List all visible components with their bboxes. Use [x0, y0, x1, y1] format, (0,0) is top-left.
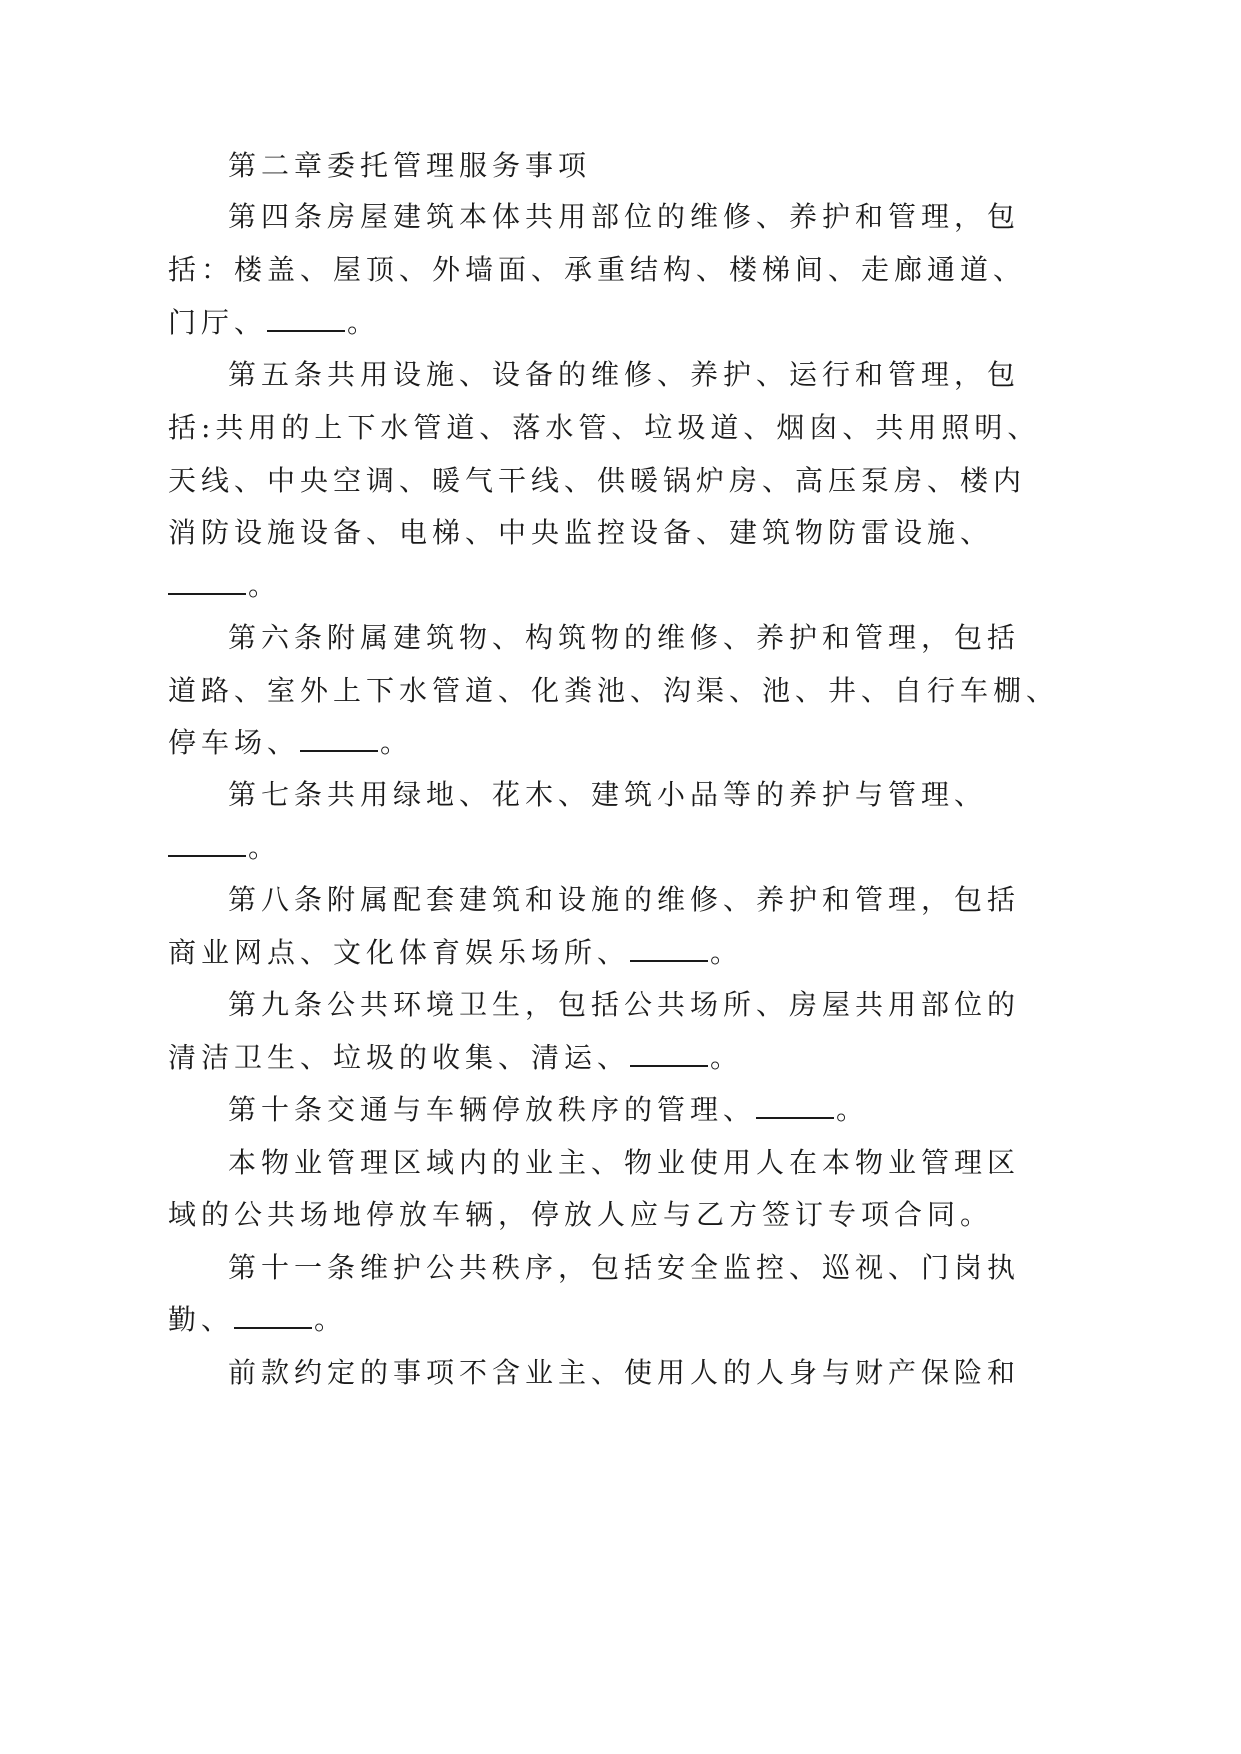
article-9-line-1 [228, 985, 1021, 1025]
article-5-line-1 [228, 355, 1021, 395]
article-8-text-2: 商业网点、文化体育娱乐场所、 [168, 936, 631, 969]
article-10-text-1: 第十条交通与车辆停放秩序的管理、 [228, 1093, 757, 1126]
article-5-text-2: 括:共用的上下水管道、落水管、垃圾道、烟囱、共用照明、 [168, 411, 1041, 444]
article-9-text-1: 第九条公共环境卫生，包括公共场所、房屋共用部位的 [228, 988, 1021, 1021]
article-6-line-1 [228, 618, 1021, 658]
article-5-text-3: 天线、中央空调、暖气干线、供暖锅炉房、高压泵房、楼内 [168, 464, 1027, 497]
period-mark: 。 [314, 1303, 348, 1336]
article-4-text-1: 第四条房屋建筑本体共用部位的维修、养护和管理，包 [228, 200, 1021, 233]
parking-clause-line-2 [168, 1195, 994, 1235]
article-4-line-3 [168, 303, 958, 343]
article-9-line-2 [168, 1038, 958, 1078]
period-mark: 。 [347, 306, 381, 339]
article-10-line-1 [228, 1090, 958, 1130]
article-6-text-2: 道路、室外上下水管道、化粪池、沟渠、池、井、自行车棚、 [168, 674, 1060, 707]
article-4-line-2 [168, 250, 1027, 290]
fill-in-blank [168, 831, 246, 857]
period-mark: 。 [248, 831, 282, 864]
article-8-line-1 [228, 880, 1021, 920]
period-mark: 。 [380, 726, 414, 759]
article-5-line-5 [168, 566, 958, 606]
article-7-line-2 [168, 828, 958, 868]
article-5-line-3 [168, 461, 1027, 501]
article-8-line-2 [168, 933, 958, 973]
article-5-line-4 [168, 513, 994, 553]
article-7-line-1 [228, 775, 988, 815]
article-4-text-3: 门厅、 [168, 306, 268, 339]
article-7-text-1: 第七条共用绿地、花木、建筑小品等的养护与管理、 [228, 778, 988, 811]
fill-in-blank [300, 726, 378, 752]
chapter-heading-text: 第二章委托管理服务事项 [228, 149, 592, 182]
article-5-text-1: 第五条共用设施、设备的维修、养护、运行和管理，包 [228, 358, 1021, 391]
article-11-line-2 [168, 1300, 958, 1340]
fill-in-blank [756, 1093, 834, 1119]
article-4-line-1 [228, 197, 1021, 237]
fill-in-blank [234, 1303, 312, 1329]
article-6-line-3 [168, 723, 958, 763]
article-11-line-1 [228, 1248, 1021, 1288]
article-5-line-2 [168, 408, 1041, 448]
fill-in-blank [168, 569, 246, 595]
period-mark: 。 [836, 1093, 870, 1126]
period-mark: 。 [710, 1041, 744, 1074]
period-mark: 。 [710, 936, 744, 969]
article-11-text-1: 第十一条维护公共秩序，包括安全监控、巡视、门岗执 [228, 1251, 1021, 1284]
article-5-text-4: 消防设施设备、电梯、中央监控设备、建筑物防雷设施、 [168, 516, 994, 549]
parking-clause-line-1 [228, 1143, 1021, 1183]
article-11-text-2: 勤、 [168, 1303, 235, 1336]
fill-in-blank [267, 306, 345, 332]
article-8-text-1: 第八条附属配套建筑和设施的维修、养护和管理，包括 [228, 883, 1021, 916]
chapter-heading [228, 146, 958, 186]
article-6-text-3: 停车场、 [168, 726, 301, 759]
parking-clause-text-1: 本物业管理区域内的业主、物业使用人在本物业管理区 [228, 1146, 1021, 1179]
article-6-text-1: 第六条附属建筑物、构筑物的维修、养护和管理，包括 [228, 621, 1021, 654]
period-mark: 。 [248, 569, 282, 602]
article-6-line-2 [168, 671, 1060, 711]
tail-clause-line-1 [228, 1353, 1021, 1393]
article-9-text-2: 清洁卫生、垃圾的收集、清运、 [168, 1041, 631, 1074]
tail-clause-text-1: 前款约定的事项不含业主、使用人的人身与财产保险和 [228, 1356, 1021, 1389]
article-4-text-2: 括：楼盖、屋顶、外墙面、承重结构、楼梯间、走廊通道、 [168, 253, 1027, 286]
parking-clause-text-2: 域的公共场地停放车辆，停放人应与乙方签订专项合同。 [168, 1198, 994, 1231]
fill-in-blank [630, 1041, 708, 1067]
fill-in-blank [630, 936, 708, 962]
